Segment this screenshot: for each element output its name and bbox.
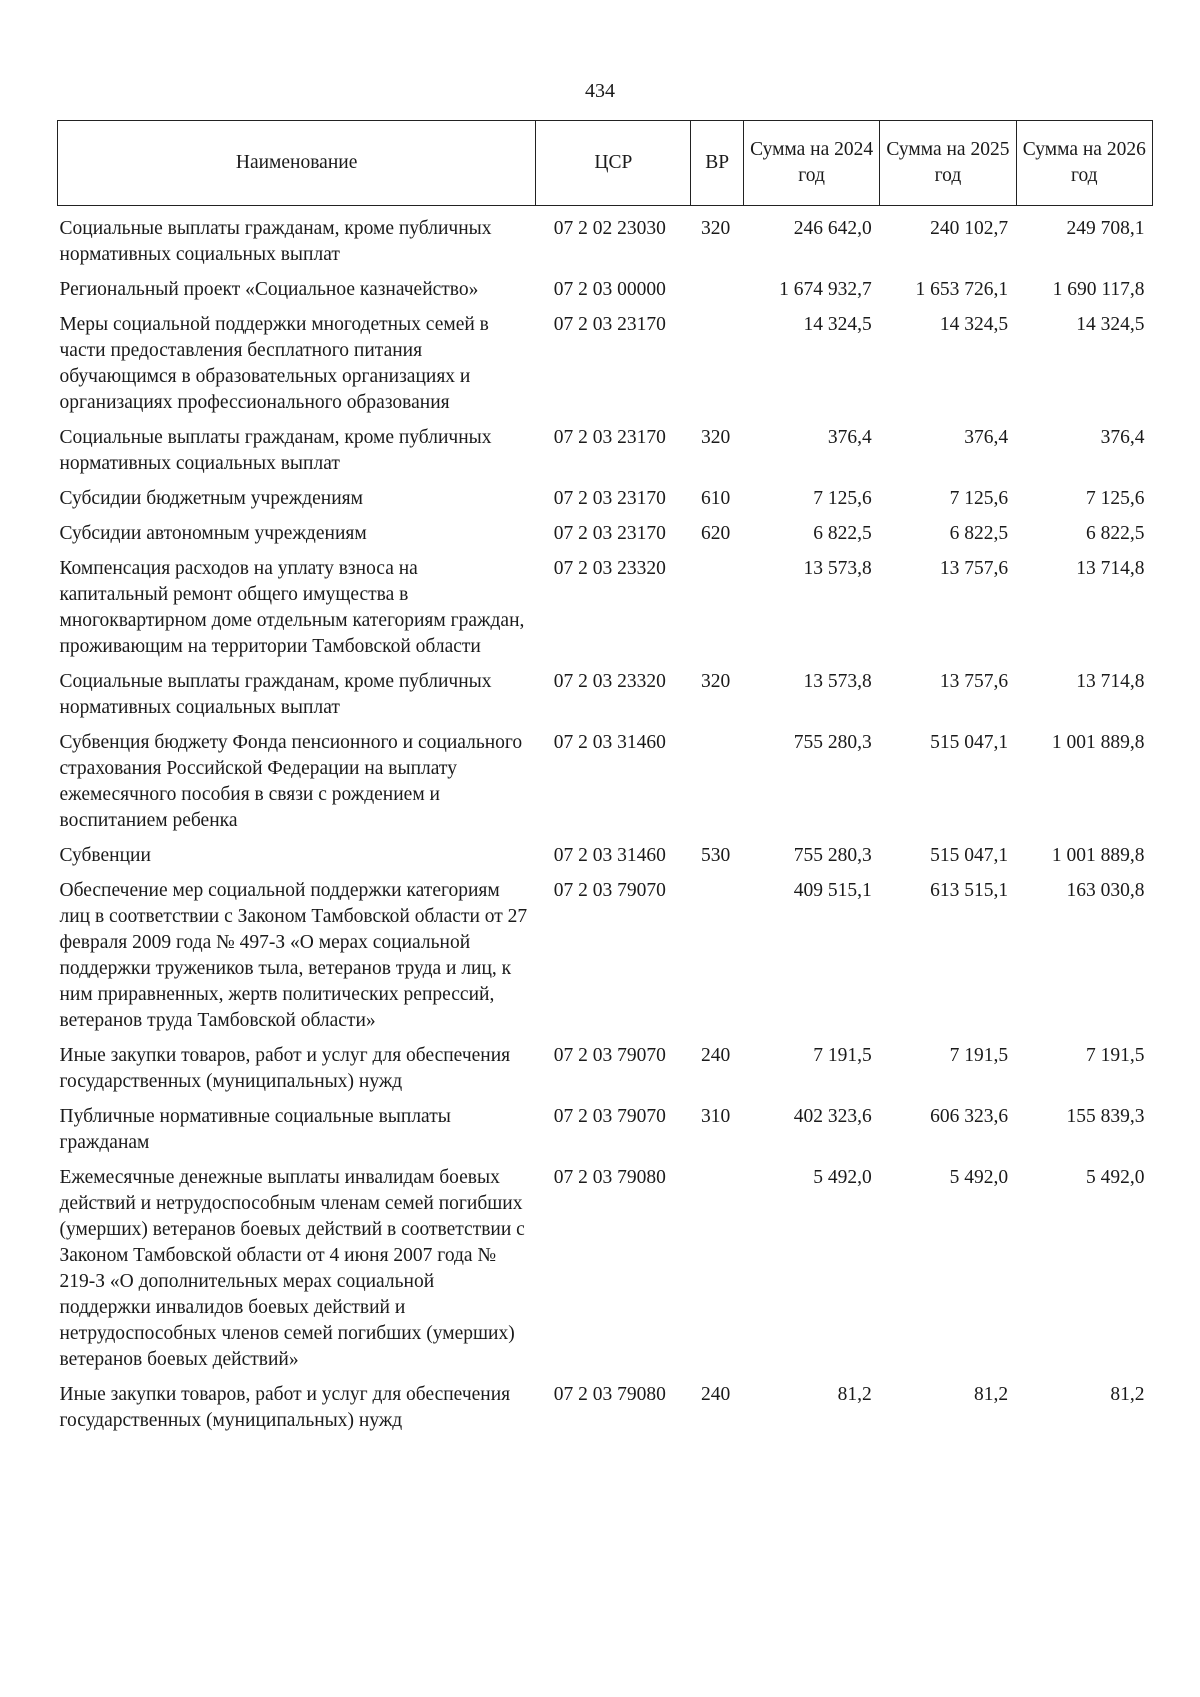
row-sum-2025: 6 822,5 bbox=[949, 523, 1009, 544]
row-name: Социальные выплаты гражданам, кроме публичных нормативных социальных выплат bbox=[59, 671, 492, 718]
row-csr: 07 2 03 23320 bbox=[553, 671, 666, 692]
row-vr: 530 bbox=[700, 845, 731, 866]
row-sum-2025: 376,4 bbox=[964, 427, 1009, 448]
row-sum-2024: 5 492,0 bbox=[813, 1167, 872, 1188]
row-csr: 07 2 03 23170 bbox=[553, 314, 666, 335]
row-name: Субсидии бюджетным учреждениям bbox=[59, 488, 363, 509]
row-sum-2026: 376,4 bbox=[1100, 427, 1145, 448]
row-sum-2026: 14 324,5 bbox=[1076, 314, 1145, 335]
budget-table bbox=[57, 120, 1153, 1436]
table-row bbox=[58, 836, 1153, 871]
row-vr bbox=[691, 1158, 743, 1375]
table-row bbox=[58, 1036, 1153, 1097]
row-csr: 07 2 03 79070 bbox=[553, 1045, 666, 1066]
row-sum-2024: 755 280,3 bbox=[793, 845, 872, 866]
row-name: Обеспечение мер социальной поддержки категориям лиц в соответствии с Законом Тамбовской области от 27 февраля 2009 года № 497-З «О мерах социальной поддержки тружеников тыла, ветеранов труда и лиц, к ним приравненных, жертв политических репрессий, ветеранов труда Тамбовской области» bbox=[59, 880, 528, 1031]
row-sum-2024: 13 573,8 bbox=[803, 558, 872, 579]
row-sum-2026: 7 125,6 bbox=[1086, 488, 1145, 509]
table-row bbox=[58, 1375, 1153, 1436]
table-row bbox=[58, 723, 1153, 836]
row-sum-2024: 14 324,5 bbox=[803, 314, 872, 335]
table-row bbox=[58, 662, 1153, 723]
row-csr: 07 2 03 79070 bbox=[553, 1106, 666, 1127]
row-vr bbox=[691, 723, 743, 836]
table-row bbox=[58, 1158, 1153, 1375]
row-csr: 07 2 03 23170 bbox=[553, 427, 666, 448]
row-csr: 07 2 03 79080 bbox=[553, 1384, 666, 1405]
row-vr: 620 bbox=[700, 523, 731, 544]
row-vr: 320 bbox=[700, 427, 731, 448]
row-vr: 610 bbox=[700, 488, 731, 509]
table-row bbox=[58, 206, 1153, 271]
row-sum-2026: 155 839,3 bbox=[1066, 1106, 1145, 1127]
row-vr: 310 bbox=[700, 1106, 731, 1127]
row-name: Компенсация расходов на уплату взноса на капитальный ремонт общего имущества в многоквартирном доме отдельным категориям граждан, проживающим на территории Тамбовской области bbox=[59, 558, 525, 657]
row-sum-2026: 1 001 889,8 bbox=[1051, 845, 1145, 866]
row-name: Публичные нормативные социальные выплаты гражданам bbox=[59, 1106, 451, 1153]
row-sum-2026: 13 714,8 bbox=[1076, 671, 1145, 692]
row-sum-2025: 5 492,0 bbox=[949, 1167, 1009, 1188]
header-csr: ЦСР bbox=[536, 121, 691, 206]
row-csr: 07 2 03 23170 bbox=[553, 523, 666, 544]
row-sum-2024: 81,2 bbox=[837, 1384, 872, 1405]
row-csr: 07 2 03 00000 bbox=[553, 279, 666, 300]
header-sum-2025: Сумма на 2025 год bbox=[880, 121, 1016, 206]
row-sum-2025: 13 757,6 bbox=[939, 558, 1009, 579]
row-vr bbox=[691, 549, 743, 662]
row-sum-2024: 246 642,0 bbox=[793, 218, 872, 239]
row-name: Меры социальной поддержки многодетных семей в части предоставления бесплатного питания обучающимся в образовательных организациях и организациях профессионального образования bbox=[59, 314, 489, 413]
row-sum-2024: 7 191,5 bbox=[813, 1045, 872, 1066]
row-name: Социальные выплаты гражданам, кроме публичных нормативных социальных выплат bbox=[59, 427, 492, 474]
row-name: Иные закупки товаров, работ и услуг для обеспечения государственных (муниципальных) нужд bbox=[59, 1384, 511, 1431]
row-sum-2025: 606 323,6 bbox=[930, 1106, 1009, 1127]
row-name: Субсидии автономным учреждениям bbox=[59, 523, 367, 544]
row-sum-2025: 81,2 bbox=[973, 1384, 1009, 1405]
row-sum-2025: 7 191,5 bbox=[949, 1045, 1009, 1066]
row-vr: 320 bbox=[700, 671, 731, 692]
table-row bbox=[58, 305, 1153, 418]
row-sum-2026: 1 001 889,8 bbox=[1051, 732, 1145, 753]
table-row bbox=[58, 1097, 1153, 1158]
row-vr bbox=[691, 871, 743, 1036]
row-sum-2026: 7 191,5 bbox=[1086, 1045, 1145, 1066]
row-sum-2025: 13 757,6 bbox=[939, 671, 1009, 692]
table-row bbox=[58, 270, 1153, 305]
row-sum-2024: 1 674 932,7 bbox=[779, 279, 872, 300]
row-csr: 07 2 03 31460 bbox=[553, 845, 666, 866]
table-row bbox=[58, 871, 1153, 1036]
row-name: Региональный проект «Социальное казначейство» bbox=[59, 279, 479, 300]
row-sum-2026: 13 714,8 bbox=[1076, 558, 1145, 579]
row-vr: 320 bbox=[700, 218, 731, 239]
row-vr bbox=[691, 270, 743, 305]
table-row bbox=[58, 418, 1153, 479]
row-sum-2024: 409 515,1 bbox=[793, 880, 872, 901]
table-row bbox=[58, 514, 1153, 549]
header-sum-2024: Сумма на 2024 год bbox=[743, 121, 879, 206]
row-csr: 07 2 02 23030 bbox=[553, 218, 666, 239]
row-sum-2025: 14 324,5 bbox=[939, 314, 1009, 335]
row-csr: 07 2 03 31460 bbox=[553, 732, 666, 753]
row-vr bbox=[691, 305, 743, 418]
row-sum-2024: 402 323,6 bbox=[793, 1106, 872, 1127]
row-sum-2024: 6 822,5 bbox=[813, 523, 872, 544]
row-sum-2025: 240 102,7 bbox=[930, 218, 1009, 239]
row-sum-2024: 755 280,3 bbox=[793, 732, 872, 753]
row-sum-2024: 376,4 bbox=[827, 427, 872, 448]
row-sum-2024: 7 125,6 bbox=[813, 488, 872, 509]
row-sum-2026: 163 030,8 bbox=[1066, 880, 1145, 901]
table-row bbox=[58, 549, 1153, 662]
header-sum-2026: Сумма на 2026 год bbox=[1016, 121, 1152, 206]
table-row bbox=[58, 479, 1153, 514]
row-sum-2024: 13 573,8 bbox=[803, 671, 872, 692]
row-sum-2026: 81,2 bbox=[1110, 1384, 1145, 1405]
row-sum-2025: 515 047,1 bbox=[930, 732, 1009, 753]
row-vr: 240 bbox=[700, 1384, 731, 1405]
row-sum-2026: 6 822,5 bbox=[1086, 523, 1145, 544]
row-sum-2025: 1 653 726,1 bbox=[915, 279, 1009, 300]
row-sum-2025: 515 047,1 bbox=[930, 845, 1009, 866]
row-csr: 07 2 03 23320 bbox=[553, 558, 666, 579]
row-name: Субвенция бюджету Фонда пенсионного и социального страхования Российской Федерации на выплату ежемесячного пособия в связи с рождением и воспитанием ребенка bbox=[59, 732, 523, 831]
table-header-row bbox=[58, 121, 1153, 206]
row-sum-2026: 5 492,0 bbox=[1086, 1167, 1145, 1188]
header-name: Наименование bbox=[58, 121, 536, 206]
header-vr: ВР bbox=[691, 121, 743, 206]
row-sum-2025: 613 515,1 bbox=[930, 880, 1009, 901]
row-name: Иные закупки товаров, работ и услуг для обеспечения государственных (муниципальных) нужд bbox=[59, 1045, 511, 1092]
row-csr: 07 2 03 23170 bbox=[553, 488, 666, 509]
row-name: Субвенции bbox=[59, 845, 151, 866]
row-csr: 07 2 03 79080 bbox=[553, 1167, 666, 1188]
row-csr: 07 2 03 79070 bbox=[553, 880, 666, 901]
page-number: 434 bbox=[585, 80, 615, 102]
row-sum-2026: 249 708,1 bbox=[1066, 218, 1145, 239]
row-name: Ежемесячные денежные выплаты инвалидам боевых действий и нетрудоспособным членам семей погибших (умерших) ветеранов боевых действий в соответствии с Законом Тамбовской области от 4 июня 2007 года № 219-З «О дополнительных мерах социальной поддержки инвалидов боевых действий и нетрудоспособных членов семей погибших (умерших) ветеранов боевых действий» bbox=[59, 1167, 525, 1370]
row-sum-2025: 7 125,6 bbox=[949, 488, 1009, 509]
row-sum-2026: 1 690 117,8 bbox=[1052, 279, 1145, 300]
row-name: Социальные выплаты гражданам, кроме публичных нормативных социальных выплат bbox=[59, 218, 492, 265]
row-vr: 240 bbox=[700, 1045, 731, 1066]
